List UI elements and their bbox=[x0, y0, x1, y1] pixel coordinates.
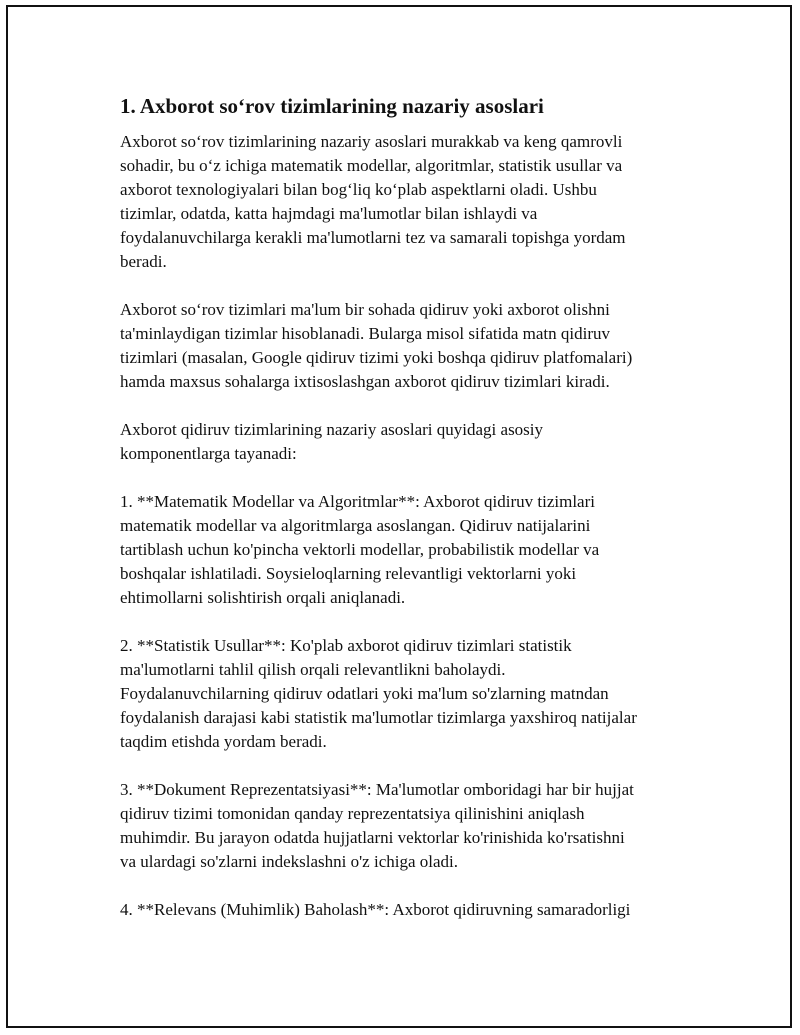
text-line: axborot texnologiyalari bilan bog‘liq ko‘plab aspektlarni oladi. Ushbu bbox=[120, 180, 597, 199]
document-page bbox=[6, 5, 792, 1028]
text-line: tizimlari (masalan, Google qidiruv tizimi yoki boshqa qidiruv platfomalari) bbox=[120, 348, 633, 367]
text-line: 3. **Dokument Reprezentatsiyasi**: Ma'lumotlar omboridagi har bir hujjat bbox=[120, 780, 634, 799]
text-line: boshqalar ishlatiladi. Soysieloqlarning relevantligi vektorlarni yoki bbox=[120, 564, 577, 583]
text-line: Axborot so‘rov tizimlarining nazariy asoslari murakkab va keng qamrovli bbox=[120, 132, 623, 151]
text-line: taqdim etishda yordam beradi. bbox=[120, 732, 327, 751]
list-item-4 bbox=[120, 898, 680, 922]
paragraph-definition bbox=[120, 298, 680, 394]
text-line: tartiblash uchun ko'pincha vektorli modellar, probabilistik modellar va bbox=[120, 540, 600, 559]
text-line: va ulardagi so'zlarni indekslashni o'z ichiga oladi. bbox=[120, 852, 458, 871]
text-line: sohadir, bu o‘z ichiga matematik modellar, algoritmlar, statistik usullar va bbox=[120, 156, 623, 175]
paragraph-components-intro bbox=[120, 418, 680, 466]
document-title: 1. Axborot so‘rov tizimlarining nazariy asoslari bbox=[120, 94, 544, 118]
text-line: qidiruv tizimi tomonidan qanday reprezentatsiya qilinishini aniqlash bbox=[120, 804, 585, 823]
list-item-3 bbox=[120, 778, 680, 874]
text-line: 4. **Relevans (Muhimlik) Baholash**: Axborot qidiruvning samaradorligi bbox=[120, 900, 631, 919]
text-line: muhimdir. Bu jarayon odatda hujjatlarni vektorlar ko'rinishida ko'rsatishni bbox=[120, 828, 625, 847]
text-line: matematik modellar va algoritmlarga asoslangan. Qidiruv natijalarini bbox=[120, 516, 591, 535]
text-line: 2. **Statistik Usullar**: Ko'plab axborot qidiruv tizimlari statistik bbox=[120, 636, 572, 655]
text-line: ta'minlaydigan tizimlar hisoblanadi. Bularga misol sifatida matn qidiruv bbox=[120, 324, 610, 343]
paragraph-intro bbox=[120, 130, 680, 274]
list-item-2 bbox=[120, 634, 680, 754]
text-line: Axborot so‘rov tizimlari ma'lum bir sohada qidiruv yoki axborot olishni bbox=[120, 300, 610, 319]
text-line: ehtimollarni solishtirish orqali aniqlanadi. bbox=[120, 588, 406, 607]
text-line: komponentlarga tayanadi: bbox=[120, 444, 297, 463]
document-content bbox=[120, 93, 680, 946]
text-line: tizimlar, odatda, katta hajmdagi ma'lumotlar bilan ishlaydi va bbox=[120, 204, 538, 223]
text-line: hamda maxsus sohalarga ixtisoslashgan axborot qidiruv tizimlari kiradi. bbox=[120, 372, 610, 391]
text-line: beradi. bbox=[120, 252, 167, 271]
text-line: ma'lumotlarni tahlil qilish orqali relevantlikni baholaydi. bbox=[120, 660, 506, 679]
text-line: foydalanish darajasi kabi statistik ma'lumotlar tizimlarga yaxshiroq natijalar bbox=[120, 708, 637, 727]
text-line: Axborot qidiruv tizimlarining nazariy asoslari quyidagi asosiy bbox=[120, 420, 544, 439]
text-line: foydalanuvchilarga kerakli ma'lumotlarni tez va samarali topishga yordam bbox=[120, 228, 626, 247]
list-item-1 bbox=[120, 490, 680, 610]
text-line: Foydalanuvchilarning qidiruv odatlari yoki ma'lum so'zlarning matndan bbox=[120, 684, 609, 703]
text-line: 1. **Matematik Modellar va Algoritmlar**: Axborot qidiruv tizimlari bbox=[120, 492, 595, 511]
